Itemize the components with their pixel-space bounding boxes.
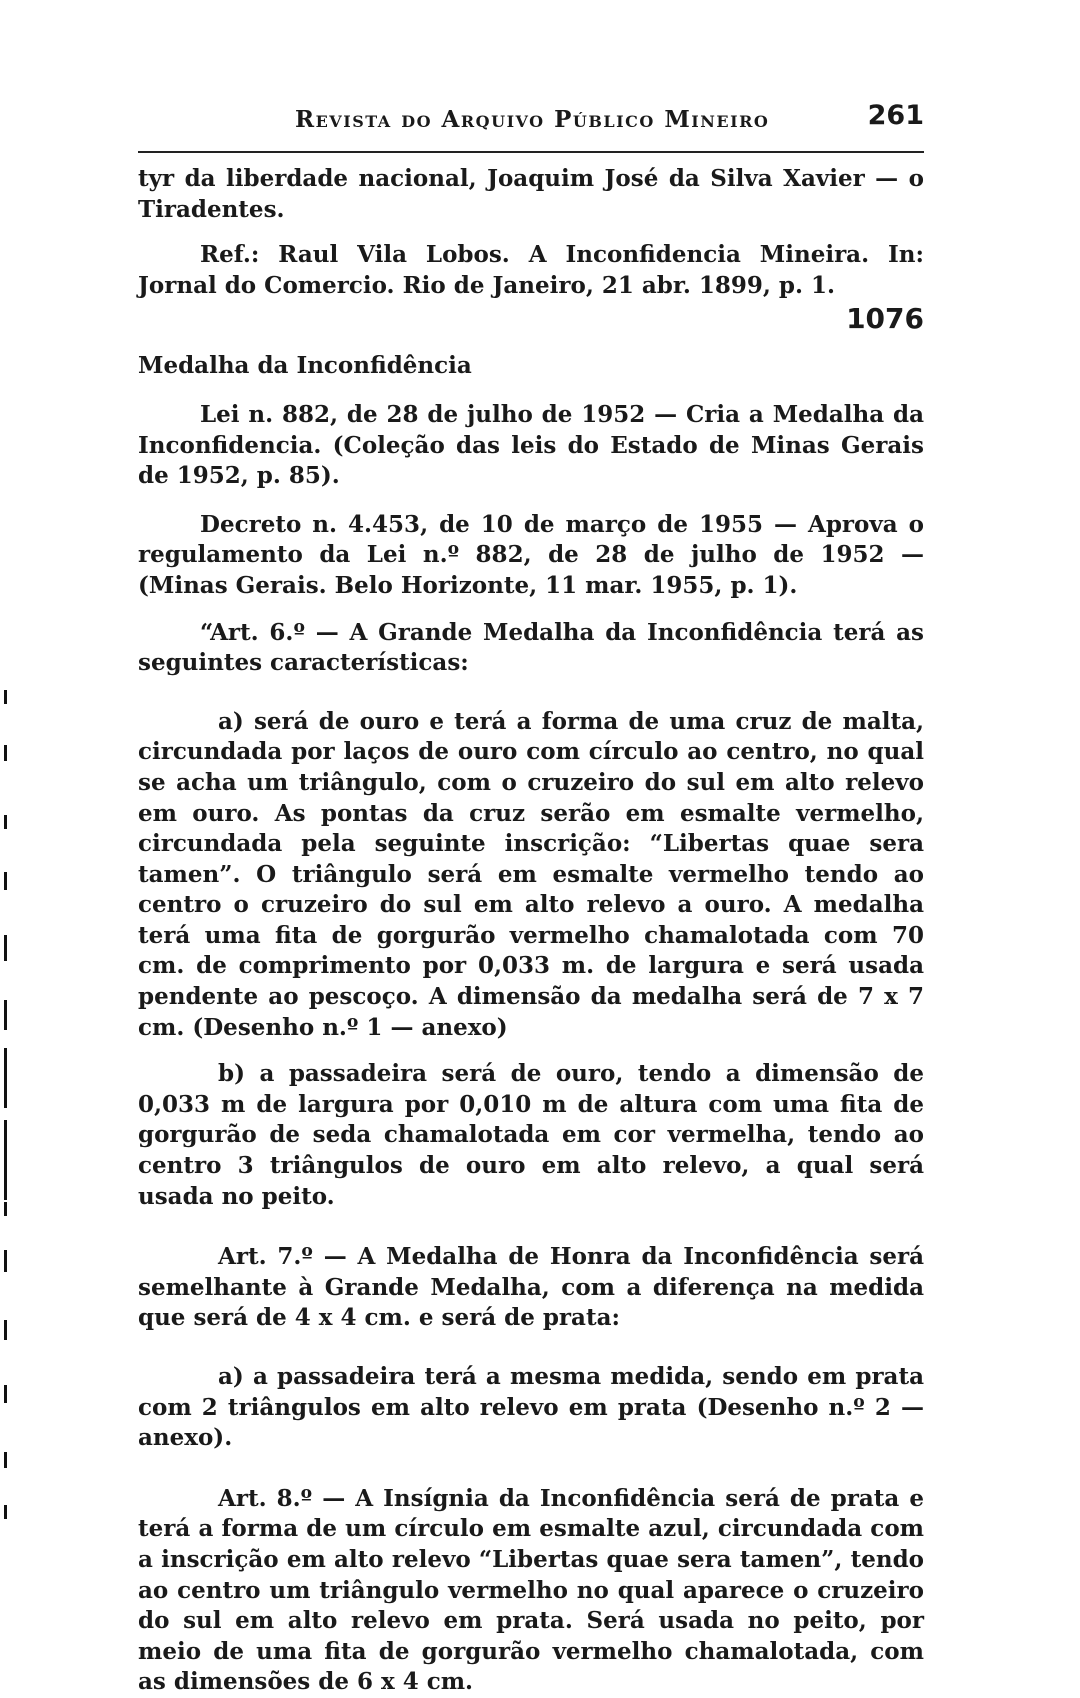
law-paragraph: Lei n. 882, de 28 de julho de 1952 — Cria a Medalha da Inconfidencia. (Coleção das leis do Estado de Minas Gerais de 1952, p. 85). [138, 400, 924, 490]
entry-title: Medalha da Inconfidência [138, 352, 472, 380]
article-8: Art. 8.º — A Insígnia da Inconfidência será de prata e terá a forma de um círculo em esmalte azul, circundada com a inscrição em alto relevo “Libertas quae sera tamen”, tendo ao centro um triângulo vermelho no qual aparece o cruzeiro do sul em alto relevo em prata. Será usada no peito, por meio de uma fita de gorgurão vermelho chamalotada, com as dimensões de 6 x 4 cm. [138, 1484, 924, 1696]
scan-mark [4, 1452, 7, 1468]
running-header [138, 100, 924, 140]
scan-mark [4, 872, 7, 890]
page-number: 261 [867, 100, 924, 131]
article-7: Art. 7.º — A Medalha de Honra da Inconfidência será semelhante à Grande Medalha, com a diferença na medida que será de 4 x 4 cm. e será de prata: [138, 1243, 924, 1332]
scan-mark [4, 935, 7, 961]
scan-mark [4, 815, 7, 829]
continued-paragraph: tyr da liberdade nacional, Joaquim José da Silva Xavier — o Tiradentes. [138, 165, 924, 223]
article-7-item-a: a) a passadeira terá a mesma medida, sendo em prata com 2 triângulos em alto relevo em prata (Desenho n.º 2 — anexo). [138, 1363, 924, 1452]
scan-mark [4, 1505, 7, 1519]
scan-mark [4, 1048, 7, 1108]
running-title: Revista do Arquivo Público Mineiro [295, 106, 770, 133]
body-text [138, 164, 924, 1698]
scan-mark [4, 745, 7, 761]
scan-mark [4, 1120, 7, 1200]
scan-mark [4, 1000, 7, 1030]
scan-mark [4, 1250, 7, 1272]
scan-binding-edge [0, 0, 20, 1600]
entry-number: 1076 [846, 302, 924, 336]
reference-paragraph: Ref.: Raul Vila Lobos. A Inconfidencia Mineira. In: Jornal do Comercio. Rio de Janeiro, 21 abr. 1899, p. 1. [138, 241, 924, 299]
header-rule [138, 151, 924, 153]
article-6-item-b: b) a passadeira será de ouro, tendo a dimensão de 0,033 m de largura por 0,010 m de altura com uma fita de gorgurão de seda chamalotada em cor vermelha, tendo ao centro 3 triângulos de ouro em alto relevo, a qual será usada no peito. [138, 1060, 924, 1210]
article-6-intro: “Art. 6.º — A Grande Medalha da Inconfidência terá as seguintes características: [138, 618, 924, 677]
scan-mark [4, 690, 7, 704]
article-6-item-a: a) será de ouro e terá a forma de uma cruz de malta, circundada por laços de ouro com círculo ao centro, no qual se acha um triângulo, com o cruzeiro do sul em alto relevo em ouro. As pontas da cruz serão em esmalte vermelho, circundada pela seguinte inscrição: “Libertas quae sera tamen”. O triângulo será em esmalte vermelho tendo ao centro o cruzeiro do sul em alto relevo a ouro. A medalha terá uma fita de gorgurão vermelho chamalotada com 70 cm. de comprimento por 0,033 m. de largura e será usada pendente ao pescoço. A dimensão da medalha será de 7 x 7 cm. (Desenho n.º 1 — anexo) [138, 707, 924, 1041]
scan-mark [4, 1320, 7, 1340]
scan-mark [4, 1202, 7, 1216]
scan-mark [4, 1385, 7, 1403]
decree-paragraph: Decreto n. 4.453, de 10 de março de 1955 — Aprova o regulamento da Lei n.º 882, de 28 de julho de 1952 — (Minas Gerais. Belo Horizonte, 11 mar. 1955, p. 1). [138, 510, 924, 599]
